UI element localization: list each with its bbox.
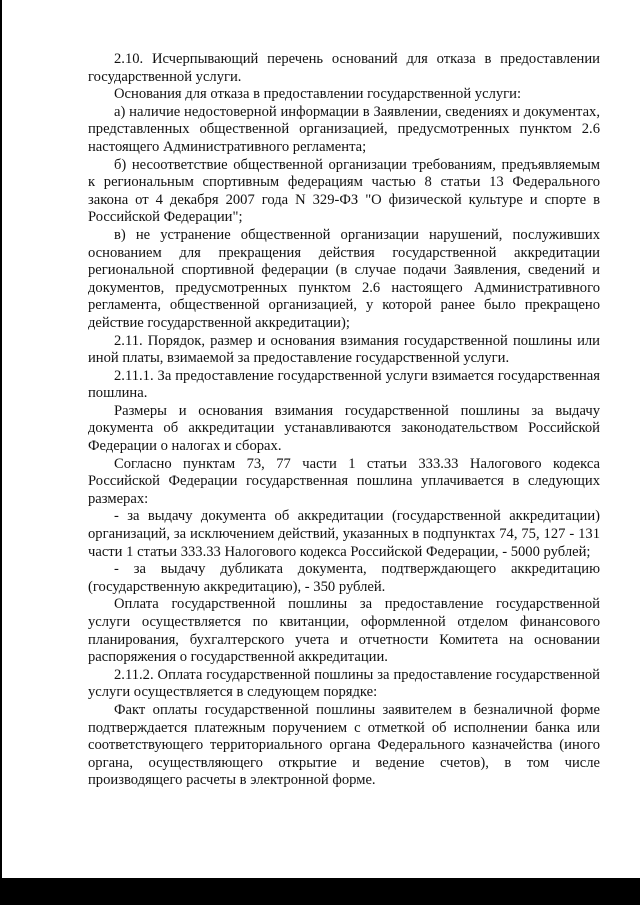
scan-border-bottom xyxy=(0,878,640,905)
paragraph-refusal-ground-b: б) несоответствие общественной организации требованиям, предъявляемым к региональным спортивным федерациям частью 8 статьи 13 Федерального закона от 4 декабря 2007 года N 329-ФЗ "О физической культуре и спорте в Российской Федерации"; xyxy=(88,156,600,226)
paragraph-fee-accreditation: - за выдачу документа об аккредитации (государственной аккредитации) организаций, за исключением действий, указанных в подпунктах 74, 75, 127 - 131 части 1 статьи 333.33 Налогового кодекса Российской Федерации, - 5000 рублей; xyxy=(88,508,600,560)
paragraph-payment-receipt: Оплата государственной пошлины за предоставление государственной услуги осуществляется по квитанции, оформленной отделом финансового планирования, бухгалтерского учета и отчетности Комитета на основании распоряжения о государственной аккредитации. xyxy=(88,596,600,666)
paragraph-tax-code-reference: Согласно пунктам 73, 77 части 1 статьи 333.33 Налогового кодекса Российской Федерации государственная пошлина уплачивается в следующих размерах: xyxy=(88,455,600,507)
paragraph-refusal-grounds-intro: Основания для отказа в предоставлении государственной услуги: xyxy=(114,86,521,103)
paragraph-2-11-title: 2.11. Порядок, размер и основания взимания государственной пошлины или иной платы, взимаемой за предоставление государственной услуги. xyxy=(88,332,600,367)
paragraph-refusal-ground-c: в) не устранение общественной организации нарушений, послуживших основанием для прекращения действия государственной аккредитации региональной спортивной федерации (в случае подачи Заявления, сведений и документов, предусмотренных пунктом 2.6 настоящего Административного регламента, общественной организацией, у которой ранее было прекращено действие государственной аккредитации); xyxy=(88,226,600,331)
paragraph-fee-basis: Размеры и основания взимания государственной пошлины за выдачу документа об аккредитации устанавливаются законодательством Российской Федерации о налогах и сборах. xyxy=(88,402,600,455)
paragraph-fee-duplicate: - за выдачу дубликата документа, подтверждающего аккредитацию (государственную аккредитацию), - 350 рублей. xyxy=(88,561,600,595)
paragraph-payment-confirmation: Факт оплаты государственной пошлины заявителем в безналичной форме подтверждается платежным поручением с отметкой об исполнении банка или соответствующего территориального органа Федерального казначейства (иного органа, осуществляющего открытие и ведение счетов), в том числе производящего расчеты в электронной форме. xyxy=(88,701,600,789)
document-body xyxy=(88,51,600,790)
paragraph-refusal-ground-a: а) наличие недостоверной информации в Заявлении, сведениях и документах, представленных общественной организацией, предусмотренных пунктом 2.6 настоящего Административного регламента; xyxy=(88,103,600,155)
scan-border-left xyxy=(0,0,2,905)
paragraph-2-11-1: 2.11.1. За предоставление государственной услуги взимается государственная пошлина. xyxy=(88,367,600,402)
paragraph-2-10-title: 2.10. Исчерпывающий перечень оснований для отказа в предоставлении государственной услуги. xyxy=(88,51,600,85)
paragraph-2-11-2: 2.11.2. Оплата государственной пошлины за предоставление государственной услуги осуществляется в следующем порядке: xyxy=(88,666,600,701)
